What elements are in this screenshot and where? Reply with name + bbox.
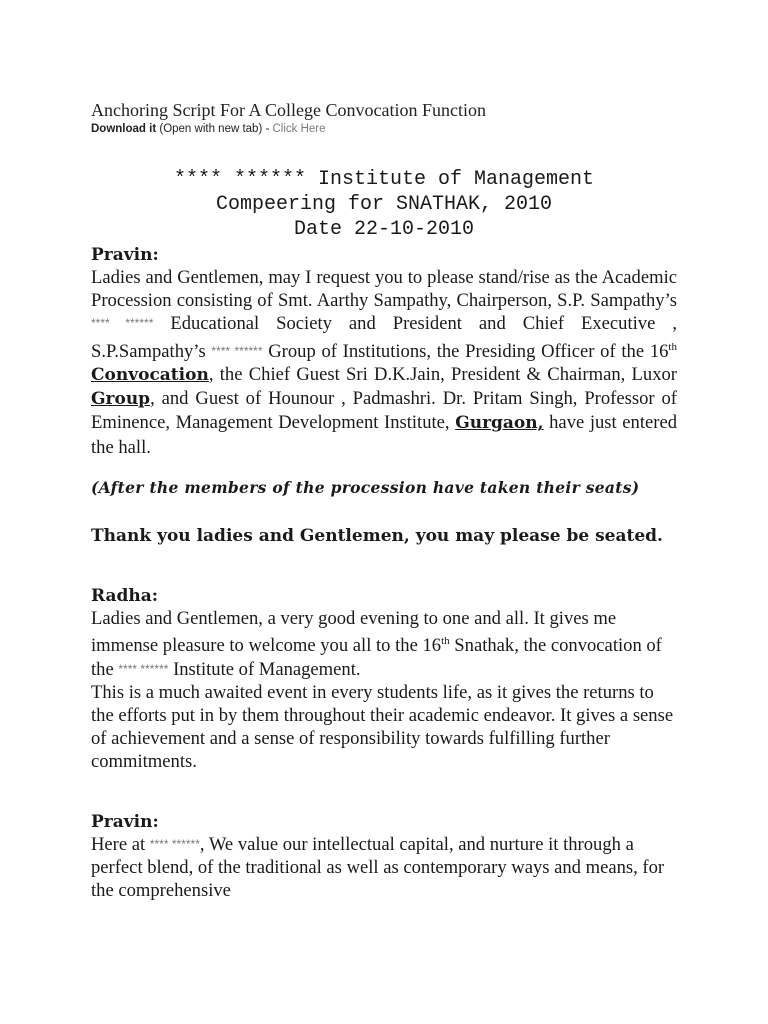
text: have just entered the hall. bbox=[91, 412, 677, 458]
superscript: th bbox=[668, 340, 677, 353]
click-here-link[interactable]: Click Here bbox=[272, 123, 326, 135]
text: , the Chief Guest Sri D.K.Jain, President & Chairman, Luxor bbox=[208, 364, 677, 385]
download-label: Download it bbox=[91, 123, 157, 135]
underlined-word: Convocation bbox=[91, 365, 209, 385]
redacted-name: **** ****** bbox=[211, 343, 263, 358]
document-title: Anchoring Script For A College Convocation Function bbox=[91, 100, 486, 120]
thank-you-line: Thank you ladies and Gentlemen, you may please be seated. bbox=[91, 526, 663, 546]
text: Educational Society and President and Chief Executive , S.P.Sampathy’s bbox=[91, 313, 677, 362]
redacted-name: **** ****** bbox=[149, 837, 200, 851]
paragraph-intellectual-capital bbox=[91, 833, 677, 903]
text: Ladies and Gentlemen, a very good evening to one and all. It gives me immense pleasure to welcome you all to the 16 bbox=[91, 608, 617, 657]
redacted-name: **** ****** bbox=[91, 316, 154, 331]
download-line bbox=[91, 123, 326, 135]
paragraph-welcome bbox=[91, 607, 677, 774]
stage-direction: (After the members of the procession have taken their seats) bbox=[91, 478, 640, 497]
text: Ladies and Gentlemen, may I request you to please stand/rise as the Academic Procession consisting of Smt. Aarthy Sampathy, Chairperson, S.P. Sampathy’s bbox=[91, 267, 677, 312]
text: Here at bbox=[91, 834, 150, 855]
text: Group of Institutions, the Presiding Officer of the 16 bbox=[262, 340, 669, 362]
text: , We value our intellectual capital, and nurture it through a perfect blend, of the traditional as well as contemporary ways and means, for the comprehensive bbox=[91, 834, 665, 902]
speaker-pravin-2: Pravin: bbox=[91, 812, 159, 832]
underlined-word: Gurgaon, bbox=[455, 413, 544, 434]
download-note: (Open with new tab) - bbox=[156, 123, 273, 135]
speaker-radha: Radha: bbox=[91, 586, 159, 606]
text: This is a much awaited event in every students life, as it gives the returns to the efforts put in by them throughout their academic endeavor. It gives a sense of achievement and a sense of responsibility towards fulfilling further commitments. bbox=[91, 681, 674, 773]
text: , and Guest of Hounour , Padmashri. Dr. Pritam Singh, Professor of Eminence, Management Development Institute, bbox=[91, 388, 677, 434]
redacted-name: **** ****** bbox=[118, 661, 169, 676]
superscript: th bbox=[441, 635, 450, 648]
speaker-pravin: Pravin: bbox=[91, 245, 159, 265]
text: Snathak, the convocation of the bbox=[91, 635, 662, 680]
text: Institute of Management. bbox=[168, 658, 361, 680]
date-heading: Date 22-10-2010 bbox=[293, 218, 475, 241]
compeering-heading: Compeering for SNATHAK, 2010 bbox=[215, 193, 553, 216]
underlined-word: Group bbox=[91, 389, 151, 410]
paragraph-procession bbox=[91, 266, 677, 459]
institute-heading: **** ****** Institute of Management bbox=[173, 168, 595, 191]
